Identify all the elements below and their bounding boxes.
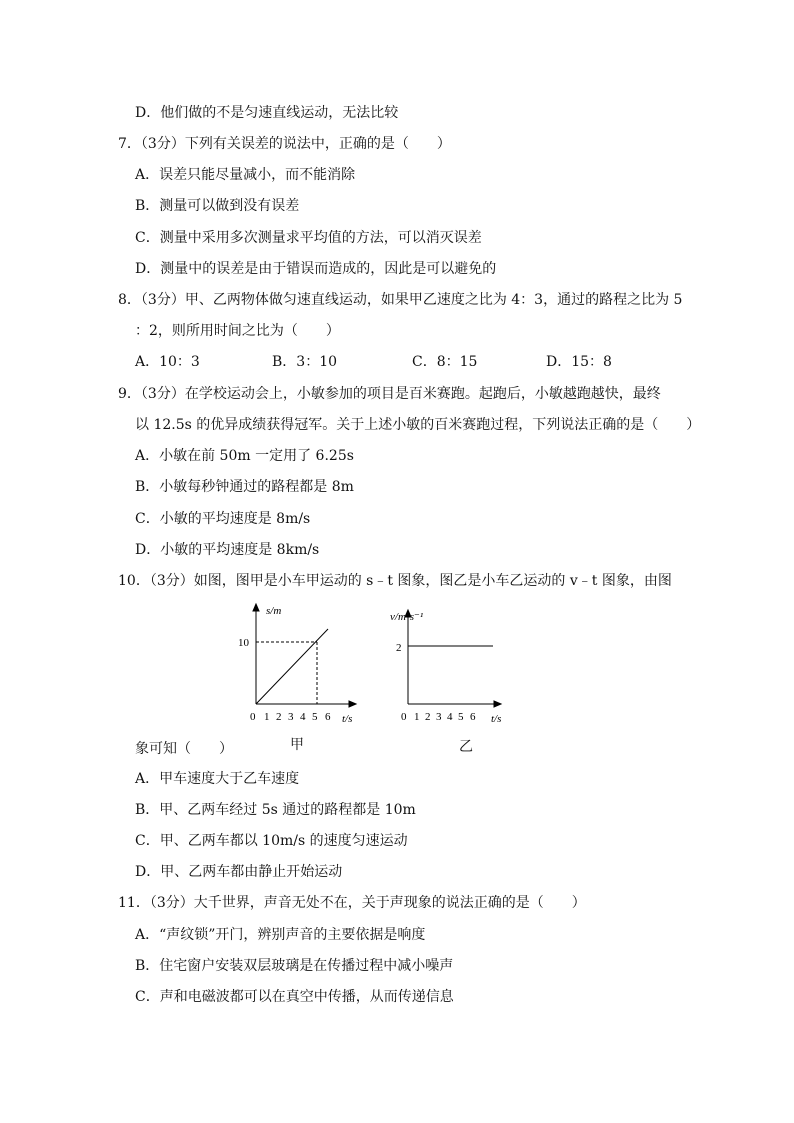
x-tick-4: 4 xyxy=(447,711,453,723)
q8-stem-line2: ：2，则所用时间之比为（ ） xyxy=(135,323,340,339)
q7-option-c: C．测量中采用多次测量求平均值的方法，可以消灭误差 xyxy=(135,230,482,246)
x-tick-4: 4 xyxy=(300,711,306,723)
x-tick-2: 2 xyxy=(425,711,431,723)
figure-jia-st-graph xyxy=(230,600,370,730)
q9-option-b: B．小敏每秒钟通过的路程都是 8m xyxy=(135,479,354,495)
q7-stem: 7．（3分）下列有关误差的说法中，正确的是（ ） xyxy=(118,136,451,152)
q11-stem: 11．（3分）大千世界，声音无处不在，关于声现象的说法正确的是（ ） xyxy=(118,895,586,911)
origin-label: 0 xyxy=(250,711,256,723)
x-tick-3: 3 xyxy=(436,711,442,723)
x-tick-5: 5 xyxy=(458,711,464,723)
y-axis-arrow xyxy=(253,604,259,611)
figure-yi-caption: 乙 xyxy=(459,739,473,755)
y-tick-label: 2 xyxy=(396,642,402,654)
q9-option-a: A．小敏在前 50m 一定用了 6.25s xyxy=(135,448,354,464)
origin-label: 0 xyxy=(401,711,407,723)
x-tick-3: 3 xyxy=(288,711,294,723)
q10-option-b: B．甲、乙两车经过 5s 通过的路程都是 10m xyxy=(135,802,416,818)
q7-option-b: B．测量可以做到没有误差 xyxy=(135,198,300,214)
figure-yi-vt-graph xyxy=(385,600,525,730)
q10-option-c: C．甲、乙两车都以 10m/s 的速度匀速运动 xyxy=(135,833,408,849)
x-axis-label: t/s xyxy=(342,713,353,725)
q9-option-c: C．小敏的平均速度是 8m/s xyxy=(135,511,311,527)
x-axis-label: t/s xyxy=(491,713,502,725)
q9-option-d: D．小敏的平均速度是 8km/s xyxy=(135,542,320,558)
q10-option-a: A．甲车速度大于乙车速度 xyxy=(135,771,300,787)
q8-option-a: A．10：3 xyxy=(135,354,200,370)
q7-option-a: A．误差只能尽量减小，而不能消除 xyxy=(135,167,356,183)
q8-option-b: B．3：10 xyxy=(272,354,338,370)
y-axis-label: v/m•s⁻¹ xyxy=(390,611,424,623)
q11-option-b: B．住宅窗户安装双层玻璃是在传播过程中减小噪声 xyxy=(135,958,454,974)
q8-option-d: D．15：8 xyxy=(546,354,612,370)
x-axis-arrow xyxy=(349,701,356,707)
figure-jia-caption: 甲 xyxy=(290,737,304,753)
q8-option-c: C．8：15 xyxy=(412,354,478,370)
q8-stem-line1: 8．（3分）甲、乙两物体做匀速直线运动，如果甲乙速度之比为 4：3，通过的路程之比为 5 xyxy=(118,292,683,308)
q10-stem-line1: 10．（3分）如图，图甲是小车甲运动的 s﹣t 图象，图乙是小车乙运动的 v﹣t 图象，由图 xyxy=(118,573,672,589)
q6-option-d: D．他们做的不是匀速直线运动，无法比较 xyxy=(135,105,399,121)
q11-option-a: A．“声纹锁”开门，辨别声音的主要依据是响度 xyxy=(135,927,426,943)
x-tick-6: 6 xyxy=(325,711,331,723)
x-axis-arrow xyxy=(494,701,501,707)
x-tick-1: 1 xyxy=(414,711,420,723)
y-axis-label: s/m xyxy=(266,605,282,617)
q9-stem-line1: 9．（3分）在学校运动会上，小敏参加的项目是百米赛跑。起跑后，小敏越跑越快，最终 xyxy=(118,386,661,402)
q10-option-d: D．甲、乙两车都由静止开始运动 xyxy=(135,864,343,880)
q10-stem-line2: 象可知（ ） xyxy=(135,741,233,757)
x-tick-1: 1 xyxy=(264,711,270,723)
q11-option-c: C．声和电磁波都可以在真空中传播，从而传递信息 xyxy=(135,989,454,1005)
y-tick-label: 10 xyxy=(238,637,249,649)
x-tick-5: 5 xyxy=(312,711,318,723)
q7-option-d: D．测量中的误差是由于错误而造成的，因此是可以避免的 xyxy=(135,261,497,277)
q9-stem-line2: 以 12.5s 的优异成绩获得冠军。关于上述小敏的百米赛跑过程，下列说法正确的是（ ） xyxy=(135,417,701,433)
x-tick-2: 2 xyxy=(276,711,282,723)
x-tick-6: 6 xyxy=(470,711,476,723)
